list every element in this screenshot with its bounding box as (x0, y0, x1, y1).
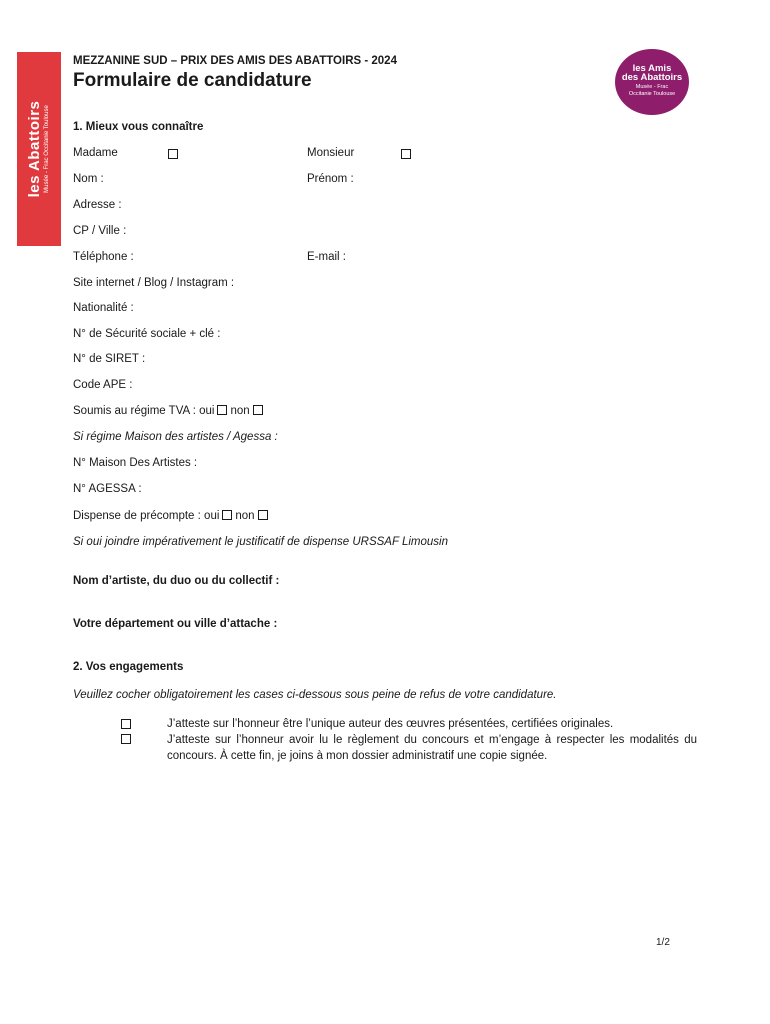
les-abattoirs-logo (17, 52, 61, 246)
monsieur-checkbox[interactable] (401, 149, 411, 159)
logo-line-3: Musée - Frac (635, 84, 669, 90)
tva-oui-checkbox[interactable] (217, 405, 227, 415)
madame-checkbox[interactable] (168, 149, 178, 159)
siret-field[interactable]: N° de SIRET : (73, 353, 146, 365)
pledge-1-text: J’atteste sur l’honneur être l’unique auteur des œuvres présentées, certifiées originales. (167, 718, 614, 730)
madame-label: Madame (73, 147, 118, 159)
precompte-oui-checkbox[interactable] (222, 510, 232, 520)
nom-field[interactable]: Nom : (73, 173, 104, 185)
logo-line-1: les Amis (632, 63, 672, 74)
logo-brand-text: les Abattoirs (26, 100, 43, 198)
agessa-field[interactable]: N° AGESSA : (73, 483, 142, 495)
regime-note: Si régime Maison des artistes / Agessa : (73, 431, 278, 443)
departement-field[interactable]: Votre département ou ville d’attache : (73, 618, 278, 630)
amis-des-abattoirs-logo (615, 49, 689, 115)
tva-label: Soumis au régime TVA : oui (73, 405, 215, 417)
telephone-field[interactable]: Téléphone : (73, 251, 134, 263)
tva-non-label: non (230, 405, 250, 417)
page-number: 1/2 (656, 937, 670, 948)
tva-row (73, 405, 266, 417)
email-field[interactable]: E-mail : (307, 251, 346, 263)
prenom-field[interactable]: Prénom : (307, 173, 354, 185)
page-title: Formulaire de candidature (73, 70, 312, 91)
section-1-heading: 1. Mieux vous connaître (73, 121, 204, 133)
adresse-field[interactable]: Adresse : (73, 199, 122, 211)
nationalite-field[interactable]: Nationalité : (73, 302, 134, 314)
precompte-row (73, 510, 271, 522)
logo-tagline: Musée - Frac Occitanie Toulouse (44, 105, 50, 193)
logo-line-4: Occitanie Toulouse (628, 91, 676, 97)
logo-line-2: des Abattoirs (621, 72, 683, 83)
secu-field[interactable]: N° de Sécurité sociale + clé : (73, 328, 221, 340)
document-supertitle: MEZZANINE SUD – PRIX DES AMIS DES ABATTOIRS - 2024 (73, 55, 397, 67)
precompte-non-label: non (235, 510, 255, 522)
pledge-1-checkbox[interactable] (121, 719, 131, 729)
precompte-non-checkbox[interactable] (258, 510, 268, 520)
pledge-2-text: J’atteste sur l’honneur avoir lu le règlement du concours et m’engage à respecter les modalités du concours. À cette fin, je joins à mon dossier administratif une copie signée. (167, 734, 697, 762)
engagement-instruction: Veuillez cocher obligatoirement les cases ci-dessous sous peine de refus de votre candidature. (73, 689, 557, 701)
precompte-label: Dispense de précompte : oui (73, 510, 220, 522)
section-2-heading: 2. Vos engagements (73, 661, 184, 673)
cp-ville-field[interactable]: CP / Ville : (73, 225, 127, 237)
urssaf-note: Si oui joindre impérativement le justificatif de dispense URSSAF Limousin (73, 536, 448, 548)
ape-field[interactable]: Code APE : (73, 379, 133, 391)
pledge-2-checkbox[interactable] (121, 734, 131, 744)
monsieur-label: Monsieur (307, 147, 355, 159)
tva-non-checkbox[interactable] (253, 405, 263, 415)
site-field[interactable]: Site internet / Blog / Instagram : (73, 277, 235, 289)
artist-name-field[interactable]: Nom d’artiste, du duo ou du collectif : (73, 575, 280, 587)
mda-field[interactable]: N° Maison Des Artistes : (73, 457, 198, 469)
